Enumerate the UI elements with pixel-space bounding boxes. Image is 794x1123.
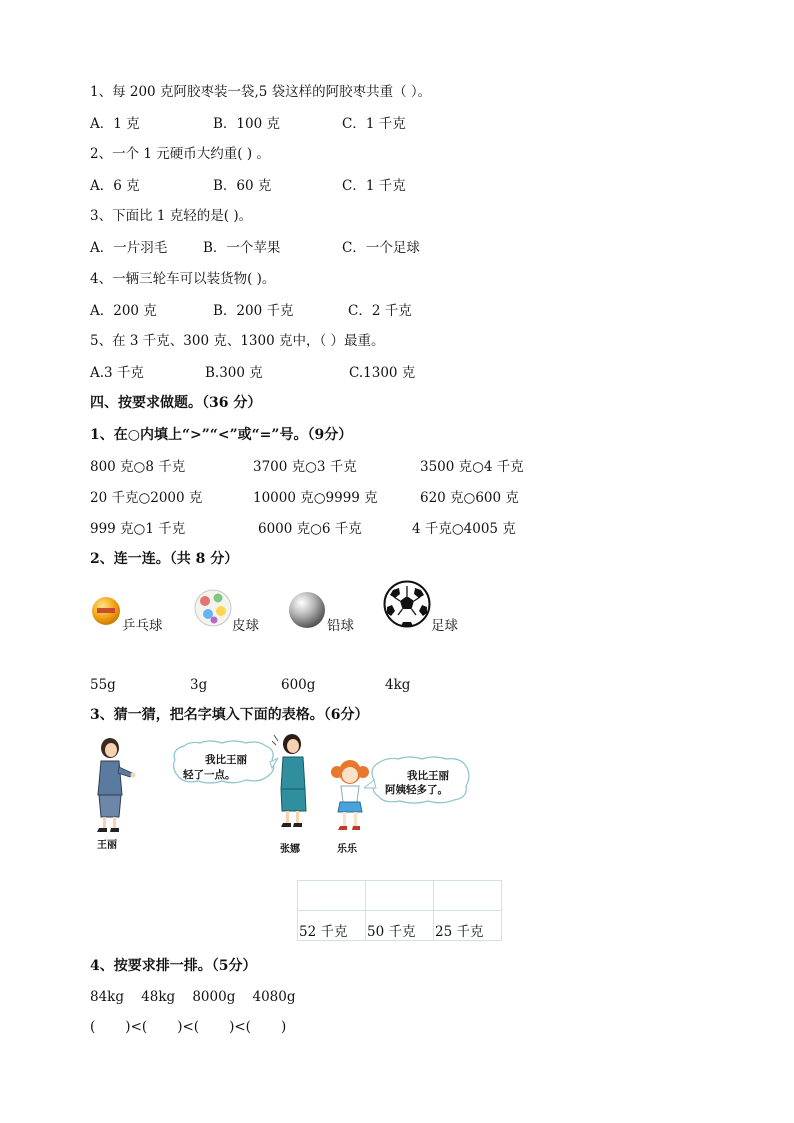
section4-title: 四、按要求做题。（36 分）	[90, 395, 262, 411]
q2-option-a: A．6 克	[90, 178, 140, 194]
q2-option-b: B．60 克	[213, 178, 272, 194]
name-weight-table	[297, 880, 502, 941]
q2-option-c: C．1 千克	[342, 178, 406, 194]
bubble1-line1: 我比王丽	[205, 754, 247, 766]
sort-items: 84kg 48kg 8000g 4080g	[90, 989, 296, 1005]
name-cell-3[interactable]	[434, 881, 502, 911]
q4-option-a: A．200 克	[90, 303, 157, 319]
q3-option-a: A．一片羽毛	[90, 240, 168, 256]
part3-title: 3、猜一猜，把名字填入下面的表格。（6分）	[90, 707, 369, 723]
weight-cell: 25 千克	[434, 911, 502, 941]
compare-item: 620 克○600 克	[420, 490, 519, 506]
q1-option-b: B．100 克	[213, 116, 280, 132]
compare-item: 10000 克○9999 克	[253, 490, 378, 506]
compare-item: 999 克○1 千克	[90, 521, 186, 537]
q5-option-a: A.3 千克	[90, 365, 144, 381]
weight-item: 3g	[190, 677, 208, 693]
woman-wangli-illustration	[88, 737, 138, 833]
bubble1-line2: 轻了一点。	[183, 769, 236, 781]
weight-cell: 50 千克	[366, 911, 434, 941]
ball-label-soccer: 足球	[431, 618, 458, 634]
woman-zhangna-illustration	[272, 733, 316, 831]
q4-option-c: C．2 千克	[348, 303, 412, 319]
compare-item: 6000 克○6 千克	[258, 521, 362, 537]
q4-text: 4、一辆三轮车可以装货物( )。	[90, 271, 276, 287]
q4-option-b: B．200 千克	[213, 303, 294, 319]
name-lele: 乐乐	[337, 844, 357, 855]
q3-text: 3、下面比 1 克轻的是( )。	[90, 208, 253, 224]
q5-option-c: C.1300 克	[349, 365, 416, 381]
q5-option-b: B.300 克	[205, 365, 263, 381]
q3-option-c: C．一个足球	[342, 240, 420, 256]
ball-label-shotput: 铅球	[327, 618, 354, 634]
name-cell-2[interactable]	[366, 881, 434, 911]
weight-item: 600g	[281, 677, 316, 693]
q5-text: 5、在 3 千克、300 克、1300 克中，（ ）最重。	[90, 333, 385, 349]
name-wangli: 王丽	[97, 840, 117, 851]
compare-item: 3700 克○3 千克	[253, 459, 357, 475]
name-zhangna: 张娜	[280, 844, 300, 855]
part4-title: 4、按要求排一排。（5分）	[90, 958, 257, 974]
part2-title: 2、连一连。（共 8 分）	[90, 551, 239, 567]
soccer-ball-icon	[383, 580, 431, 628]
bubble2-line1: 我比王丽	[407, 770, 449, 782]
ball-label-pingpong: 乒乓球	[122, 618, 163, 634]
compare-item: 4 千克○4005 克	[412, 521, 516, 537]
sort-answer-row: ( )<( )<( )<( )	[90, 1019, 287, 1035]
q1-option-c: C．1 千克	[342, 116, 406, 132]
ball-label-rubber: 皮球	[232, 618, 259, 634]
compare-item: 3500 克○4 千克	[420, 459, 524, 475]
rubber-ball-icon	[194, 589, 232, 627]
weight-cell: 52 千克	[298, 911, 366, 941]
q1-option-a: A．1 克	[90, 116, 140, 132]
weight-item: 4kg	[385, 677, 411, 693]
name-cell-1[interactable]	[298, 881, 366, 911]
weight-item: 55g	[90, 677, 116, 693]
q3-option-b: B．一个苹果	[203, 240, 281, 256]
q1-text: 1、每 200 克阿胶枣装一袋,5 袋这样的阿胶枣共重（ ）。	[90, 84, 432, 100]
bubble2-line2: 阿姨轻多了。	[385, 784, 448, 796]
shot-put-icon	[288, 591, 326, 629]
q2-text: 2、一个 1 元硬币大约重( ) 。	[90, 146, 270, 162]
compare-item: 800 克○8 千克	[90, 459, 186, 475]
ping-pong-ball-icon	[91, 596, 121, 626]
compare-item: 20 千克○2000 克	[90, 490, 203, 506]
part1-title: 1、在○内填上“>”“<”或“=”号。（9分）	[90, 427, 353, 443]
